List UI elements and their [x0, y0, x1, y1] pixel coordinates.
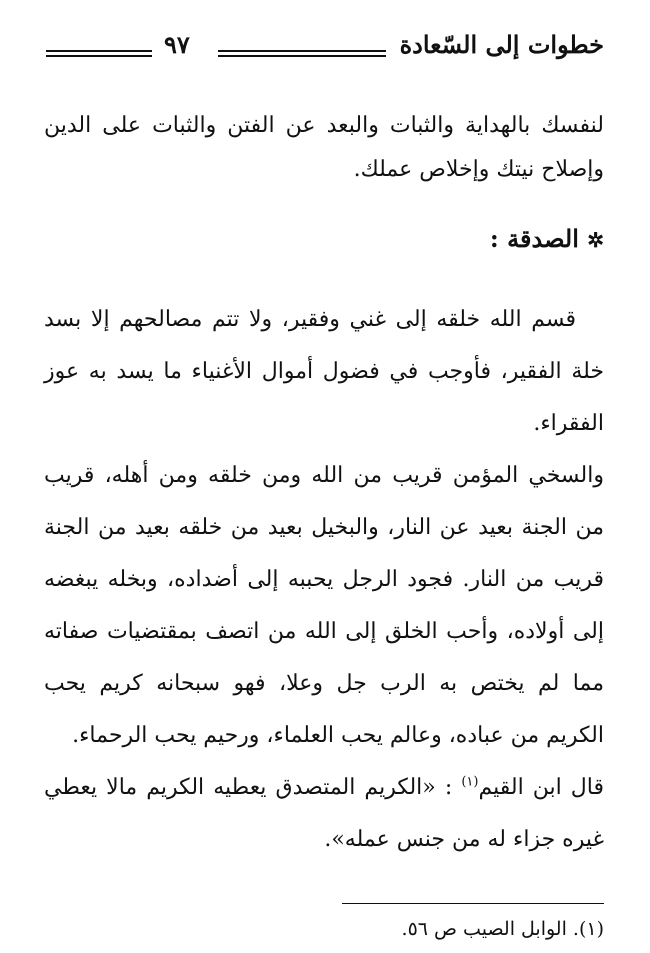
- page-number: ٩٧: [164, 30, 190, 59]
- running-header: [46, 28, 604, 68]
- section-heading: [490, 224, 604, 253]
- intro-text: [44, 104, 604, 192]
- quote-lead: قال ابن القيم: [478, 775, 604, 800]
- main-text: [44, 294, 604, 866]
- section-title: الصدقة :: [489, 224, 579, 253]
- quote-text: : «الكريم المتصدق يعطيه الكريم مالا يعطي غيره جزاء له من جنس عمله».: [44, 775, 604, 852]
- intro-paragraph: لنفسك بالهداية والثبات والبعد عن الفتن والثبات على الدين وإصلاح نيتك وإخلاص عملك.: [44, 113, 604, 182]
- header-rule: [218, 50, 386, 57]
- paragraph-charity: قسم الله خلقه إلى غني وفقير، ولا تتم مصالحهم إلا بسد خلة الفقير، فأوجب في فضول أموال الأغنياء ما يسد به عوز الفقراء.: [44, 307, 604, 436]
- star-icon: ✲: [587, 228, 604, 252]
- footnote-divider: [342, 903, 604, 904]
- header-rule-short: [46, 50, 152, 57]
- quote-paragraph: [44, 762, 604, 866]
- footnote-ref[interactable]: (١): [461, 774, 479, 790]
- paragraph-generous: والسخي المؤمن قريب من الله ومن خلقه ومن أهله، قريب من الجنة بعيد عن النار، والبخيل بعيد من خلقه بعيد من الجنة قريب من النار. فجود الرجل يحببه إلى أضداده، وبخله يبغضه إلى أولاده، وأحب الخلق إلى الله من اتصف بمقتضيات صفاته مما لم يختص به الرب جل وعلا، فهو سبحانه كريم يحب الكريم من عباده، وعالم يحب العلماء، ورحيم يحب الرحماء.: [44, 463, 604, 748]
- running-title: خطوات إلى السّعادة: [399, 30, 604, 59]
- footnote: (١). الوابل الصيب ص ٥٦.: [401, 918, 604, 940]
